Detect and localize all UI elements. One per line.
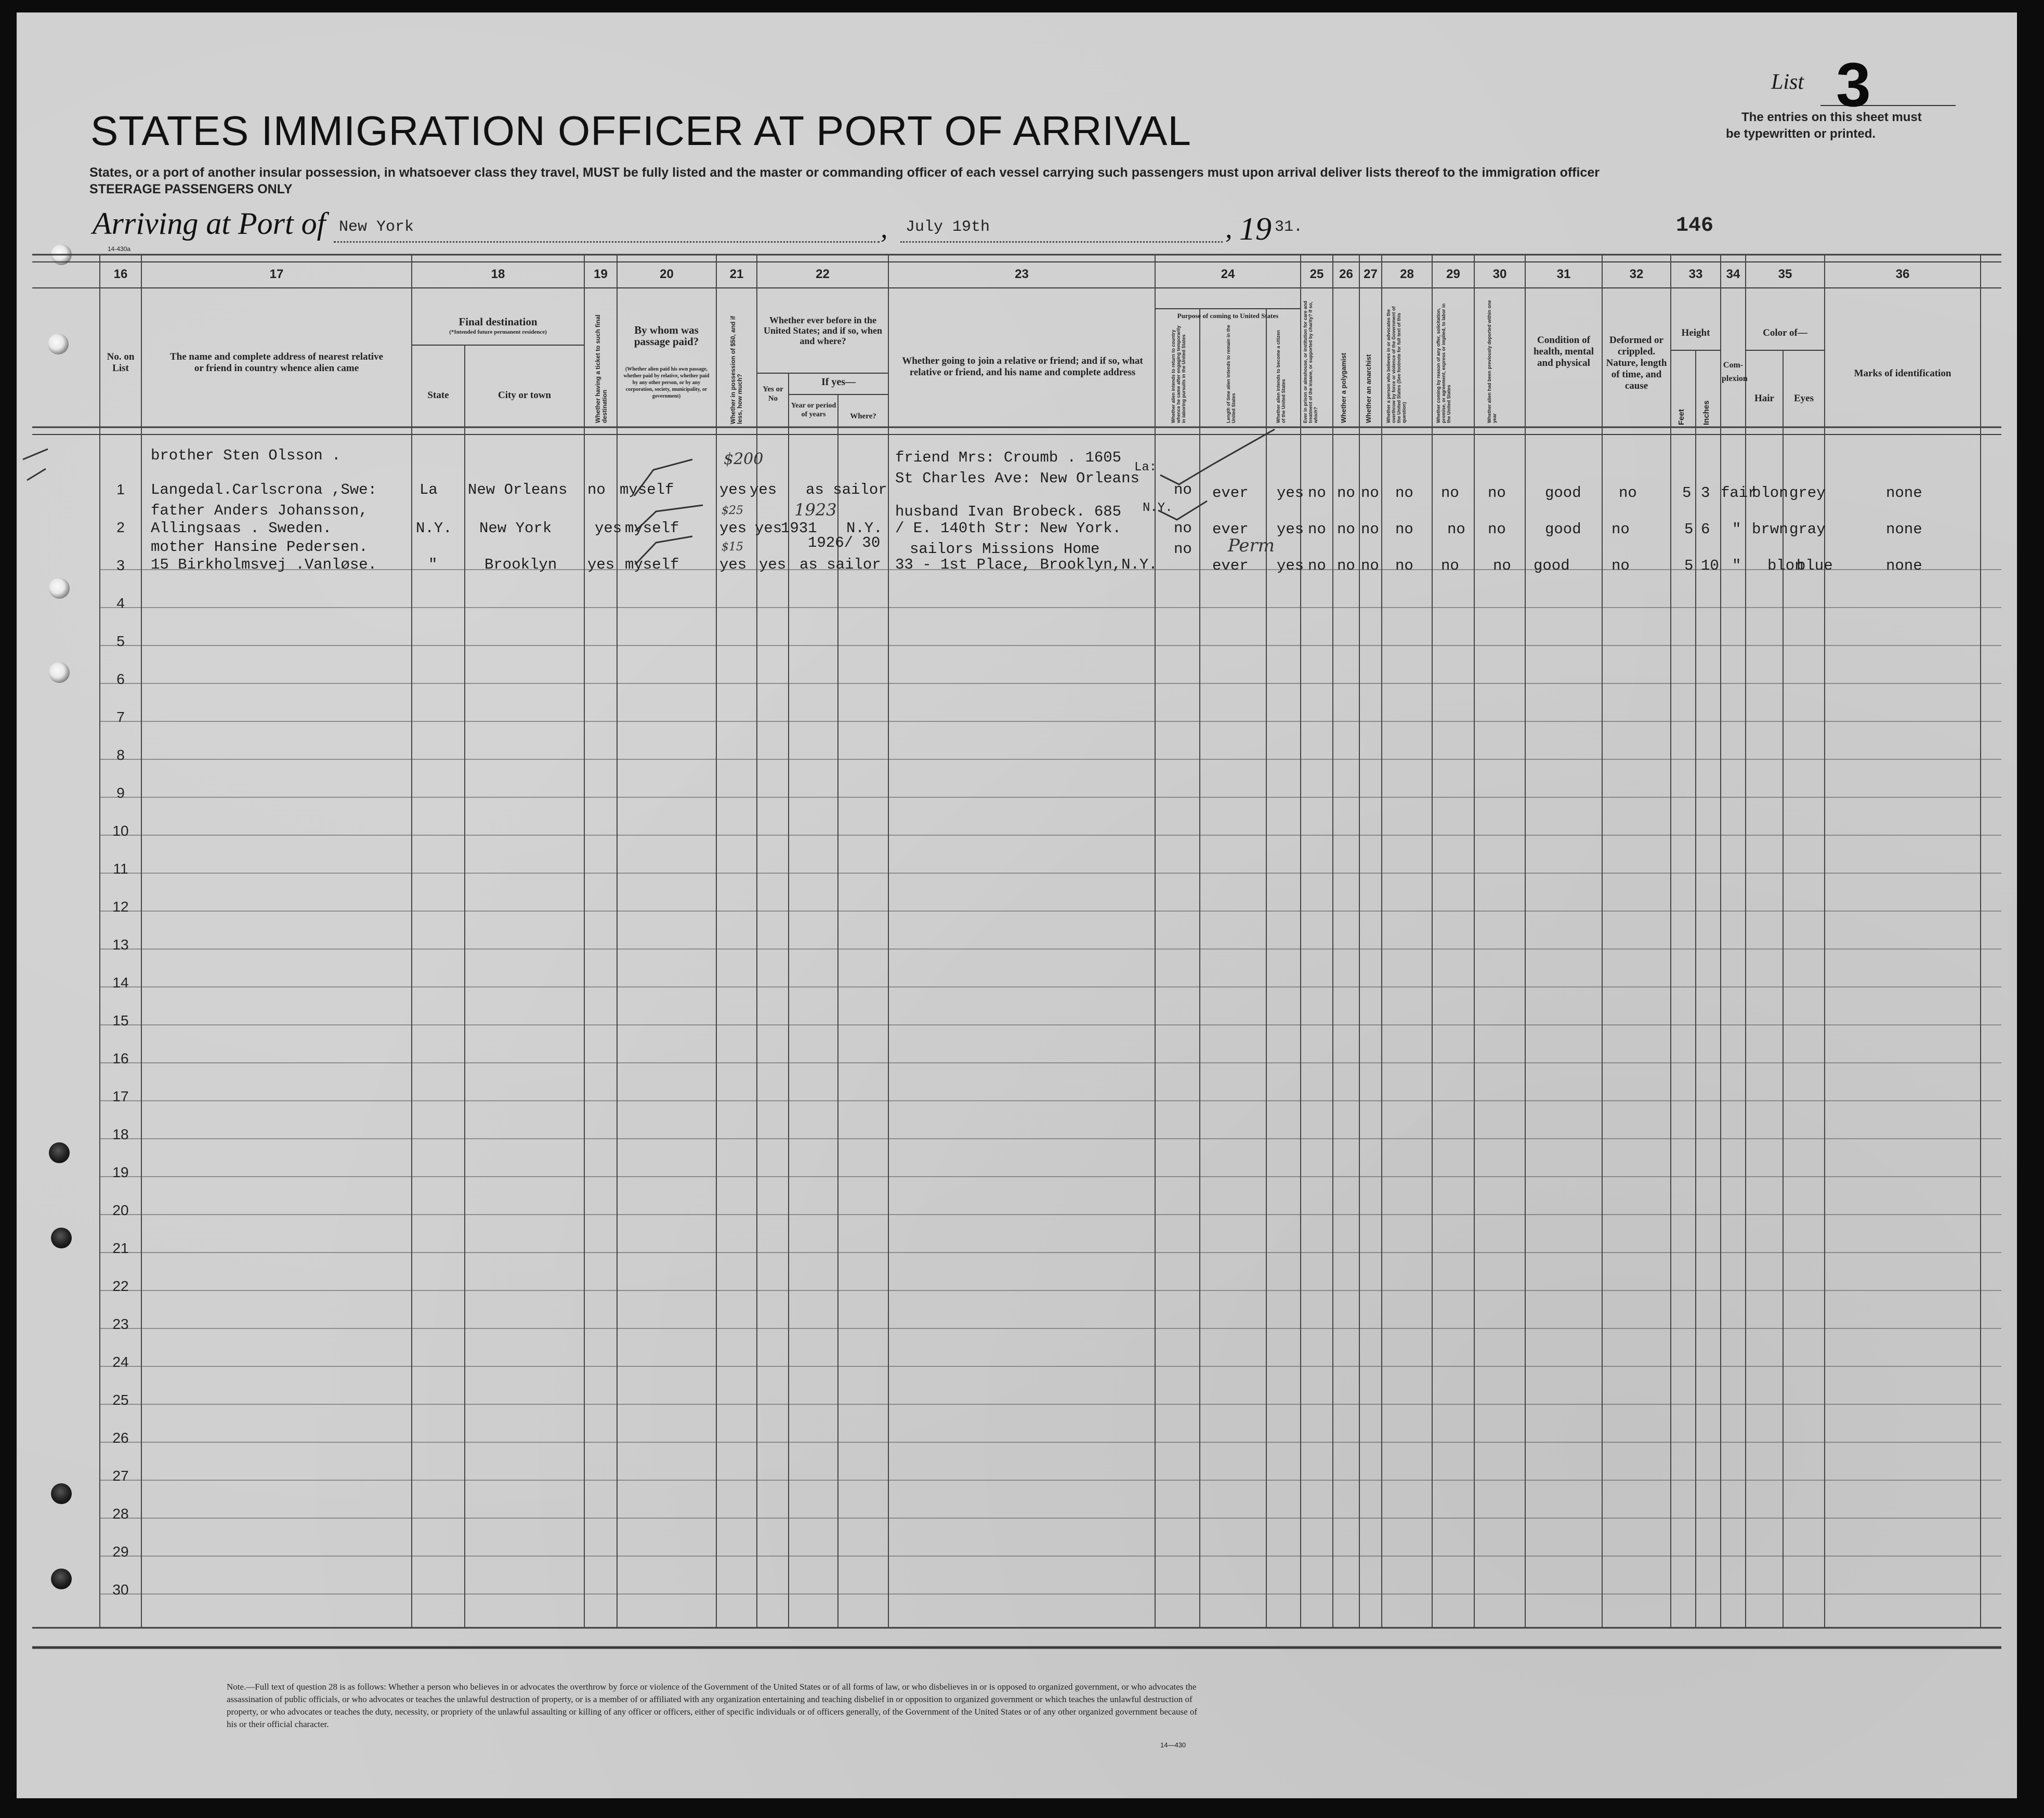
hdr-by-whom: By whom was passage paid? bbox=[634, 324, 699, 348]
row-number: 14 bbox=[112, 974, 129, 991]
state-value: N.Y. bbox=[416, 520, 452, 537]
hdr-join: Whether going to join a relative or friend; and if so, what relative or friend, and his name and complete address bbox=[902, 355, 1143, 378]
citizen-value: yes bbox=[1277, 557, 1304, 574]
city-value: New Orleans bbox=[468, 481, 568, 498]
row-number: 25 bbox=[112, 1392, 129, 1408]
list-number: 3 bbox=[1836, 50, 1871, 120]
possession-value: yes bbox=[719, 520, 747, 537]
col-num-28: 28 bbox=[1400, 267, 1414, 281]
col-num-31: 31 bbox=[1556, 267, 1571, 281]
before-year-value: 1931 bbox=[781, 520, 817, 537]
hdr-hair: Hair bbox=[1754, 393, 1774, 404]
eyes-value: gray bbox=[1789, 521, 1826, 538]
hdr-condition: Condition of health, mental and physical bbox=[1533, 335, 1594, 368]
length-value: ever bbox=[1212, 521, 1249, 538]
footnote-code: 14—430 bbox=[1160, 1741, 1186, 1749]
q29-value: no bbox=[1441, 557, 1459, 574]
join-line-2: St Charles Ave: New Orleans bbox=[895, 470, 1139, 487]
polygamist-value: no bbox=[1337, 557, 1355, 574]
before-value: yes bbox=[759, 556, 787, 573]
row-number: 8 bbox=[116, 747, 125, 763]
hdr-relative: The name and complete address of nearest relative or friend in country whence alien came bbox=[169, 351, 384, 374]
prison-value: no bbox=[1308, 557, 1326, 574]
year-suffix: 31. bbox=[1275, 218, 1303, 236]
before-where-value: as sailor bbox=[806, 481, 887, 498]
inches-value: 6 bbox=[1701, 521, 1710, 538]
row-number: 7 bbox=[116, 709, 125, 725]
col-num-26: 26 bbox=[1339, 267, 1353, 281]
relative-line-1: father Anders Johansson, bbox=[151, 502, 368, 519]
hdr-before: Whether ever before in the United States; and if so, when and where? bbox=[763, 315, 883, 346]
handwritten-year: 1923 bbox=[794, 500, 837, 520]
row-number: 28 bbox=[112, 1506, 129, 1522]
arriving-label: Arriving at Port of bbox=[93, 206, 326, 241]
col-num-18: 18 bbox=[491, 267, 505, 281]
row-number: 23 bbox=[112, 1316, 129, 1332]
col-num-34: 34 bbox=[1726, 267, 1740, 281]
hdr-ticket: Whether having a ticket to such final destination bbox=[594, 314, 608, 423]
possession-value: yes bbox=[719, 556, 747, 573]
col-num-27: 27 bbox=[1364, 267, 1378, 281]
q28-value: no bbox=[1395, 521, 1413, 538]
hdr-anarchist: Whether an anarchist bbox=[1365, 354, 1372, 423]
feet-value: 5 bbox=[1684, 521, 1694, 538]
hdr-purpose-length: Length of time alien intends to remain in the United States bbox=[1226, 324, 1236, 423]
relative-line-1: brother Sten Olsson . bbox=[151, 447, 341, 464]
hdr-city: City or town bbox=[497, 390, 552, 401]
prison-value: no bbox=[1308, 484, 1326, 502]
possession-value: yes bbox=[719, 481, 747, 498]
footnote: Note.—Full text of question 28 is as follows: Whether a person who believes in or advocates the overthrow by force or violence of the Government of the United States or of all forms of law, or who disbelieves in or is opposed to organized government, or who advocates the assassination of public officials, or who advocates or teaches the unlawful destruction of property, or is a member of or affiliated with any organization entertaining and teaching disbelief in or opposition to organized government or which teaches the unlawful destruction of property, or who advocates or teaches the duty, necessity, or propriety of the unlawful assaulting or killing of any officer or officers, either of specific individuals or of officers generally, of the Government of the United States or of any other organized government because of his or their official character. bbox=[227, 1682, 1198, 1729]
entries-note-1: The entries on this sheet must bbox=[1741, 110, 1922, 124]
subtitle: States, or a port of another insular possession, in whatsoever class they travel, MUST be fully listed and the master or commanding officer of each vessel carrying such passengers must upon arrival deliver lists thereof to the immigration officer bbox=[89, 165, 1600, 180]
city-value: New York bbox=[479, 520, 552, 537]
col-num-19: 19 bbox=[594, 267, 608, 281]
col-num-25: 25 bbox=[1309, 267, 1324, 281]
hdr-color-of: Color of— bbox=[1763, 327, 1807, 338]
before-where-value: as sailor bbox=[800, 556, 881, 573]
row-number: 6 bbox=[116, 671, 125, 687]
marks-value: none bbox=[1886, 557, 1922, 574]
row-number: 21 bbox=[112, 1240, 129, 1256]
deformed-value: no bbox=[1611, 557, 1630, 574]
paid-by-value: myself bbox=[625, 520, 679, 537]
ticket-value: yes bbox=[587, 556, 615, 573]
q30-value: no bbox=[1493, 557, 1511, 574]
row-number: 11 bbox=[113, 861, 128, 877]
hdr-where: Where? bbox=[850, 412, 876, 420]
q29-value: no bbox=[1447, 521, 1465, 538]
inches-value: 3 bbox=[1701, 484, 1710, 502]
row-number: 29 bbox=[112, 1544, 129, 1560]
row-number: 4 bbox=[116, 595, 125, 611]
row-number: 19 bbox=[112, 1164, 129, 1180]
hdr-q29: Whether coming by reason of any offer, solicitation, promise, or agreement, express or implied, to labor in the United States bbox=[1436, 303, 1451, 423]
q28-value: no bbox=[1395, 557, 1413, 574]
q29-value: no bbox=[1441, 484, 1459, 502]
return-value: no bbox=[1174, 520, 1192, 537]
hdr-state: State bbox=[427, 390, 449, 401]
date-value: July 19th bbox=[906, 218, 990, 236]
handwritten-amount: $200 bbox=[724, 450, 764, 468]
return-value: no bbox=[1174, 481, 1192, 498]
feet-value: 5 bbox=[1682, 484, 1692, 502]
marks-value: none bbox=[1886, 484, 1922, 502]
hdr-deformed: Deformed or crippled. Nature, length of time, and cause bbox=[1606, 335, 1667, 391]
port-value: New York bbox=[339, 218, 414, 236]
relative-line-1: mother Hansine Pedersen. bbox=[151, 538, 368, 556]
anarchist-value: no bbox=[1361, 484, 1379, 502]
row-number: 13 bbox=[112, 937, 129, 953]
hdr-q30: Whether alien had been previously deported within one year bbox=[1487, 300, 1497, 423]
handwritten-amount: $25 bbox=[722, 504, 743, 517]
join-line-1: husband Ivan Brobeck. 685 bbox=[895, 503, 1122, 520]
join-line-2: 33 - 1st Place, Brooklyn,N.Y. bbox=[895, 556, 1158, 573]
eyes-value: blue bbox=[1797, 557, 1833, 574]
relative-line-2: Langedal.Carlscrona ,Swe: bbox=[151, 481, 377, 498]
feet-value: 5 bbox=[1684, 557, 1694, 574]
city-value: Brooklyn bbox=[484, 556, 557, 573]
join-state: N.Y. bbox=[1143, 501, 1173, 515]
state-value: " bbox=[428, 556, 438, 573]
prison-value: no bbox=[1308, 521, 1326, 538]
steerage-label: STEERAGE PASSENGERS ONLY bbox=[89, 182, 293, 196]
hdr-feet: Feet bbox=[1677, 409, 1686, 425]
row-number: 1 bbox=[116, 481, 125, 497]
join-state: La: bbox=[1134, 460, 1157, 475]
col-num-29: 29 bbox=[1446, 267, 1460, 281]
page-title: STATES IMMIGRATION OFFICER AT PORT OF ARRIVAL bbox=[90, 108, 1191, 154]
date-comma: , bbox=[1225, 213, 1233, 244]
anarchist-value: no bbox=[1361, 521, 1379, 538]
row-number: 16 bbox=[112, 1050, 129, 1066]
row-number: 20 bbox=[112, 1202, 129, 1218]
row-number: 5 bbox=[116, 633, 125, 649]
hdr-purpose: Purpose of coming to United States bbox=[1177, 312, 1279, 320]
complexion-value: fair bbox=[1721, 484, 1757, 502]
join-line-2: / E. 140th Str: New York. bbox=[895, 520, 1122, 537]
paid-by-value: myself bbox=[620, 481, 674, 498]
hair-value: blon bbox=[1767, 557, 1804, 574]
entries-note-2: be typewritten or printed. bbox=[1726, 127, 1876, 141]
inches-value: 10 bbox=[1701, 557, 1719, 574]
before-value: yes bbox=[755, 520, 782, 537]
row-number: 24 bbox=[112, 1354, 129, 1370]
col-num-16: 16 bbox=[113, 267, 128, 281]
sheet-number: 146 bbox=[1676, 214, 1714, 238]
row-number: 15 bbox=[112, 1012, 129, 1029]
hdr-inches: Inches bbox=[1702, 400, 1711, 425]
col-num-32: 32 bbox=[1629, 267, 1644, 281]
hdr-year-period: Year or period of years bbox=[791, 402, 836, 418]
row-number: 9 bbox=[116, 785, 125, 801]
row-number: 12 bbox=[112, 899, 129, 915]
health-value: good bbox=[1545, 521, 1581, 538]
return-value: no bbox=[1174, 541, 1192, 558]
manifest-sheet bbox=[17, 12, 2017, 1798]
q28-value: no bbox=[1395, 484, 1413, 502]
hdr-complexion: Com- plexion bbox=[1722, 361, 1748, 383]
polygamist-value: no bbox=[1337, 484, 1355, 502]
hdr-if-yes: If yes— bbox=[821, 376, 856, 388]
row-number: 10 bbox=[112, 823, 129, 839]
row-number: 22 bbox=[112, 1278, 129, 1294]
form-code: 14-430a bbox=[108, 245, 131, 253]
q30-value: no bbox=[1488, 484, 1506, 502]
hdr-polygamist: Whether a polygamist bbox=[1340, 352, 1347, 423]
list-label: List bbox=[1771, 70, 1804, 94]
join-line-1: sailors Missions Home bbox=[910, 541, 1100, 558]
health-value: good bbox=[1545, 484, 1581, 502]
hdr-yes-or-no: Yes or No bbox=[763, 385, 783, 403]
relative-line-2: Allingsaas . Sweden. bbox=[151, 520, 332, 537]
health-value: good bbox=[1534, 557, 1570, 574]
row-number: 26 bbox=[112, 1430, 129, 1446]
length-value: ever bbox=[1212, 557, 1249, 574]
row-number: 3 bbox=[116, 557, 125, 573]
col-num-33: 33 bbox=[1688, 267, 1703, 281]
col-num-17: 17 bbox=[269, 267, 284, 281]
hdr-height: Height bbox=[1681, 327, 1710, 338]
citizen-value: yes bbox=[1277, 484, 1304, 502]
hdr-purpose-citizen: Whether alien intends to become a citizen of the United States bbox=[1276, 330, 1286, 423]
ticket-value: no bbox=[587, 481, 606, 498]
before-where-value: N.Y. bbox=[846, 520, 883, 537]
row-number: 30 bbox=[112, 1582, 129, 1598]
row-number: 2 bbox=[116, 519, 125, 535]
col-num-20: 20 bbox=[660, 267, 674, 281]
hdr-q28: Whether a person who believes in or advocates the overthrow by force or violence of the Government of the United States (See footnote for full text of this question) bbox=[1386, 306, 1407, 423]
col-num-22: 22 bbox=[816, 267, 830, 281]
row-number: 18 bbox=[112, 1126, 129, 1142]
hair-value: blon bbox=[1752, 484, 1788, 502]
deformed-value: no bbox=[1611, 521, 1630, 538]
polygamist-value: no bbox=[1337, 521, 1355, 538]
complexion-value: " bbox=[1732, 557, 1741, 574]
port-comma: , bbox=[881, 213, 888, 244]
length-value: ever bbox=[1212, 484, 1249, 502]
hair-value: brwn bbox=[1752, 521, 1788, 538]
row-number: 17 bbox=[112, 1088, 129, 1104]
q30-value: no bbox=[1488, 521, 1506, 538]
handwritten-note: Perm bbox=[1228, 535, 1275, 556]
hdr-final-destination-note: (*Intended future permanent residence) bbox=[449, 329, 547, 335]
citizen-value: yes bbox=[1277, 521, 1304, 538]
join-line-1: friend Mrs: Croumb . 1605 bbox=[895, 449, 1122, 466]
col-num-23: 23 bbox=[1015, 267, 1029, 281]
hdr-by-whom-note: (Whether alien paid his own passage, whether paid by relative, whether paid by any other person, or by any corporation, society, municipality, or government) bbox=[623, 366, 710, 399]
state-value: La bbox=[420, 481, 438, 498]
year-prefix: 19 bbox=[1239, 212, 1272, 247]
before-value: yes bbox=[750, 481, 777, 498]
anarchist-value: no bbox=[1361, 557, 1379, 574]
handwritten-amount: $15 bbox=[722, 541, 743, 554]
relative-line-2: 15 Birkholmsvej .Vanløse. bbox=[151, 556, 377, 573]
ticket-value: yes bbox=[595, 520, 622, 537]
col-num-30: 30 bbox=[1492, 267, 1507, 281]
col-num-35: 35 bbox=[1778, 267, 1792, 281]
col-num-21: 21 bbox=[729, 267, 744, 281]
eyes-value: grey bbox=[1789, 484, 1826, 502]
col-num-24: 24 bbox=[1221, 267, 1235, 281]
before-year-value: 1926/ 30 bbox=[808, 534, 881, 551]
row-number: 27 bbox=[112, 1468, 129, 1484]
complexion-value: " bbox=[1732, 521, 1741, 538]
hdr-purpose-return: Whether alien intends to return to country whence he came after engaging temporarily in laboring pursuits in the United States bbox=[1171, 325, 1186, 423]
paid-by-value: myself bbox=[625, 556, 679, 573]
hdr-marks: Marks of identification bbox=[1854, 368, 1951, 379]
marks-value: none bbox=[1886, 521, 1922, 538]
hdr-possession: Whether in possession of $50, and if less, how much? bbox=[729, 315, 743, 424]
col-num-36: 36 bbox=[1895, 267, 1910, 281]
hdr-no-on-list: No. on List bbox=[107, 351, 135, 374]
hdr-final-destination: Final destination bbox=[458, 315, 538, 328]
deformed-value: no bbox=[1619, 484, 1637, 502]
hdr-prison: Ever in prison or almshouse, or institution for care and treatment of the insane, or supported by charity? If so, which? bbox=[1303, 300, 1318, 423]
hdr-eyes: Eyes bbox=[1794, 393, 1814, 404]
